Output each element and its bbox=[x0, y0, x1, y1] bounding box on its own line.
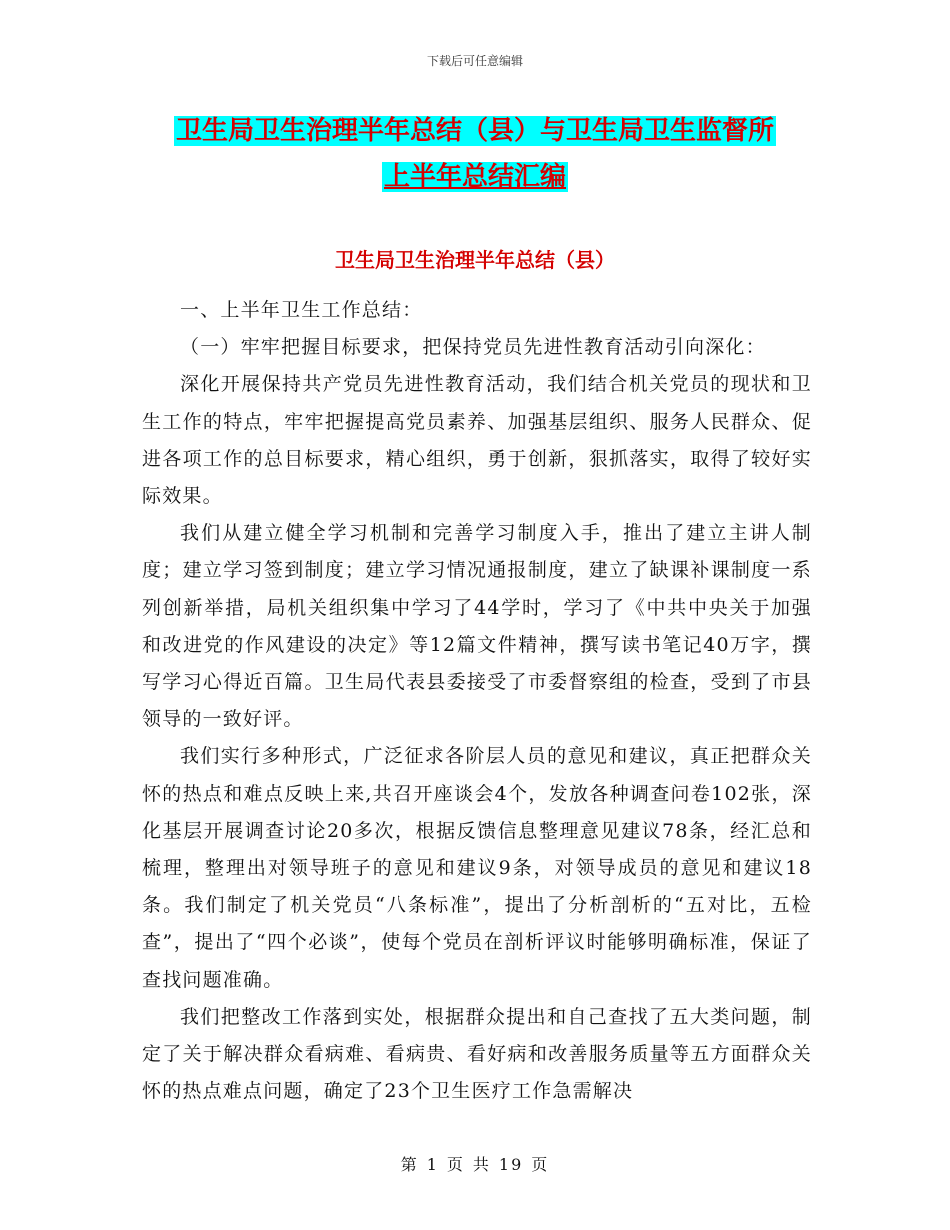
section-title: 卫生局卫生治理半年总结（县） bbox=[335, 248, 615, 272]
footer-prefix: 第 bbox=[400, 1155, 419, 1174]
page-total: 19 bbox=[498, 1155, 524, 1174]
paragraph-heading-1: 一、上半年卫生工作总结： bbox=[180, 299, 423, 321]
title-line-2: 上半年总结汇编 bbox=[383, 162, 566, 192]
paragraph: 我们实行多种形式，广泛征求各阶层人员的意见和建议，真正把群众关怀的热点和难点反映上来,共召开座谈会4个，发放各种调查问卷102张，深化基层开展调查讨论20多次，根据反馈信息整理意见建议78条，经汇总和梳理，整理出对领导班子的意见和建议9条，对领导成员的意见和建议18条。我们制定了机关党员“八条标准”，提出了分析剖析的“五对比，五检查”，提出了“四个必谈”，使每个党员在剖析评议时能够明确标准，保证了查找问题准确。 bbox=[142, 745, 812, 991]
document-title bbox=[0, 108, 950, 200]
title-line-1: 卫生局卫生治理半年总结（县）与卫生局卫生监督所 bbox=[175, 116, 774, 146]
paragraph: 我们把整改工作落到实处，根据群众提出和自己查找了五大类问题，制定了关于解决群众看病难、看病贵、看好病和改善服务质量等五方面群众关怀的热点难点问题，确定了23个卫生医疗工作急需解决 bbox=[142, 1005, 812, 1103]
footer-total-prefix: 共 bbox=[472, 1155, 491, 1174]
paragraph-heading-2: （一）牢牢把握目标要求，把保持党员先进性教育活动引向深化： bbox=[180, 336, 766, 359]
footer-suffix: 页 bbox=[531, 1155, 550, 1174]
body-text bbox=[142, 292, 812, 1110]
paragraph: 我们从建立健全学习机制和完善学习制度入手，推出了建立主讲人制度；建立学习签到制度；建立学习情况通报制度，建立了缺课补课制度一系列创新举措，局机关组织集中学习了44学时，学习了《中共中央关于加强和改进党的作风建设的决定》等12篇文件精神，撰写读书笔记40万字，撰写学习心得近百篇。卫生局代表县委接受了市委督察组的检查，受到了市县领导的一致好评。 bbox=[142, 522, 812, 731]
header-note: 下载后可任意编辑 bbox=[426, 54, 523, 68]
paragraph: 深化开展保持共产党员先进性教育活动，我们结合机关党员的现状和卫生工作的特点，牢牢把握提高党员素养、加强基层组织、服务人民群众、促进各项工作的总目标要求，精心组织，勇于创新，狠抓落实，取得了较好实际效果。 bbox=[142, 373, 812, 508]
footer-mid: 页 bbox=[446, 1155, 465, 1174]
page-footer bbox=[0, 1152, 950, 1175]
page-number: 1 bbox=[426, 1155, 439, 1174]
